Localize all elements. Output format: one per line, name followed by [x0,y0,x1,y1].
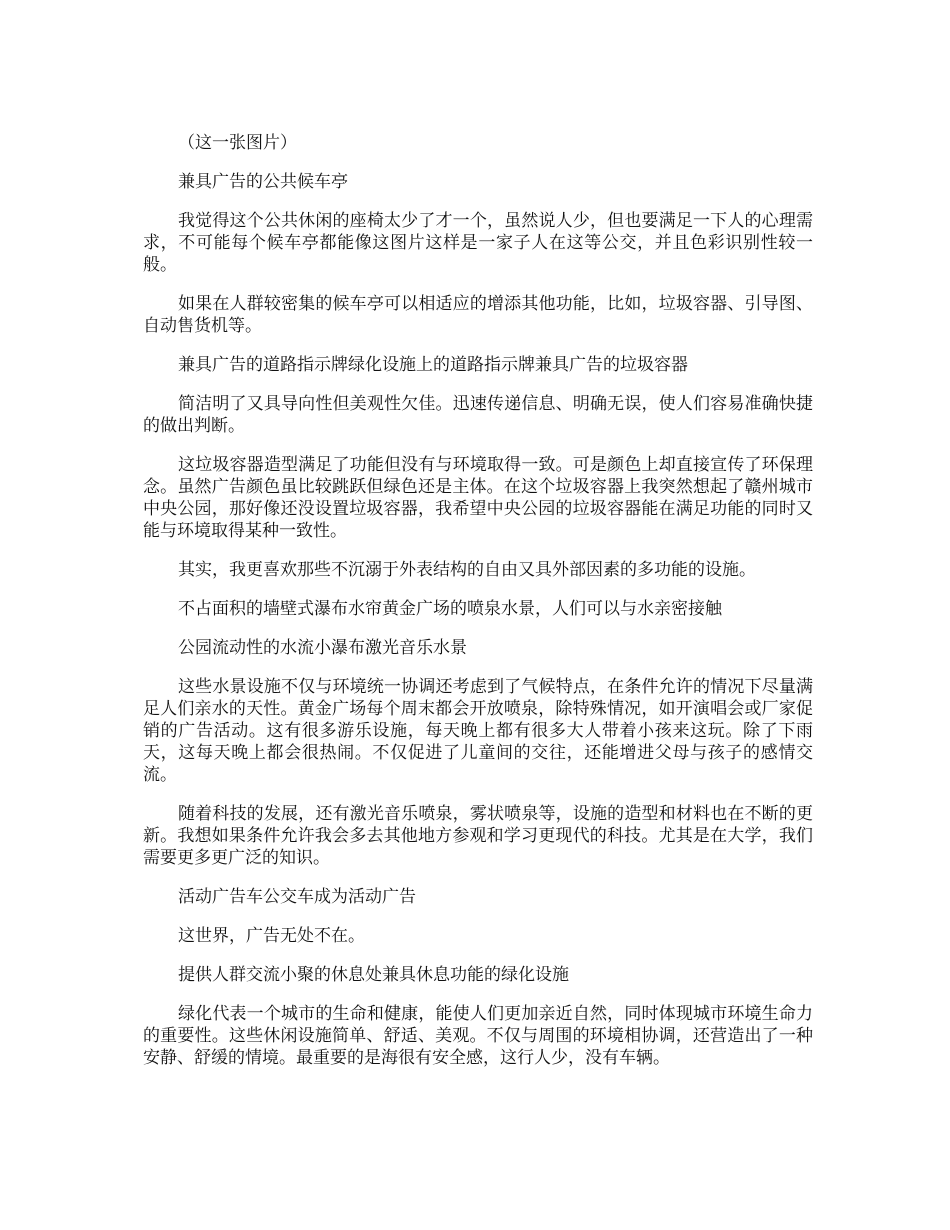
paragraph-shelter-functions: 如果在人群较密集的候车亭可以相适应的增添其他功能，比如，垃圾容器、引导图、自动售货机等。 [143,294,813,336]
paragraph-heading-waterfall: 不占面积的墙壁式瀑布水帘黄金广场的喷泉水景，人们可以与水亲密接触 [178,599,722,619]
paragraph-greening: 绿化代表一个城市的生命和健康，能使人们更加亲近自然，同时体现城市环境生命力的重要性。这些休闲设施简单、舒适、美观。不仅与周围的环境相协调，还营造出了一种安静、舒缓的情境。最重要的是海很有安全感，这行人少，没有车辆。 [143,1004,813,1068]
paragraph-heading-park-water: 公园流动性的水流小瀑布激光音乐水景 [178,638,467,658]
document-body [143,132,813,1086]
paragraph-ads-everywhere: 这世界，广告无处不在。 [178,926,365,946]
paragraph-heading-ad-bus: 活动广告车公交车成为活动广告 [178,887,416,907]
paragraph-heading-bus-shelter: 兼具广告的公共候车亭 [178,172,348,192]
paragraph-bus-shelter-seats: 我觉得这个公共休闲的座椅太少了才一个，虽然说人少，但也要满足一下人的心理需求，不可能每个候车亭都能像这图片这样是一家子人在这等公交，并且色彩识别性较一般。 [143,211,813,275]
paragraph-multifunction-preference: 其实，我更喜欢那些不沉溺于外表结构的自由又具外部因素的多功能的设施。 [178,560,756,580]
paragraph-water-features: 这些水景设施不仅与环境统一协调还考虑到了气候特点，在条件允许的情况下尽量满足人们亲水的天性。黄金广场每个周末都会开放喷泉，除特殊情况，如开演唱会或厂家促销的广告活动。这有很多游乐设施，每天晚上都有很多大人带着小孩来这玩。除了下雨天，这每天晚上都会很热闹。不仅促进了儿童间的交往，还能增进父母与孩子的感情交流。 [143,677,813,785]
paragraph-image-caption: （这一张图片） [178,133,297,153]
paragraph-trash-container: 这垃圾容器造型满足了功能但没有与环境取得一致。可是颜色上却直接宣传了环保理念。虽然广告颜色虽比较跳跃但绿色还是主体。在这个垃圾容器上我突然想起了赣州城市中央公园，那好像还没设置垃圾容器，我希望中央公园的垃圾容器能在满足功能的同时又能与环境取得某种一致性。 [143,455,813,541]
paragraph-heading-road-signs: 兼具广告的道路指示牌绿化设施上的道路指示牌兼具广告的垃圾容器 [178,355,688,375]
paragraph-road-sign-review: 简洁明了又具导向性但美观性欠佳。迅速传递信息、明确无误，使人们容易准确快捷的做出判断。 [143,394,813,436]
paragraph-heading-rest-area: 提供人群交流小聚的休息处兼具休息功能的绿化设施 [178,965,569,985]
paragraph-technology: 随着科技的发展，还有激光音乐喷泉，雾状喷泉等，设施的造型和材料也在不断的更新。我想如果条件允许我会多去其他地方参观和学习更现代的科技。尤其是在大学，我们需要更多更广泛的知识。 [143,804,813,868]
